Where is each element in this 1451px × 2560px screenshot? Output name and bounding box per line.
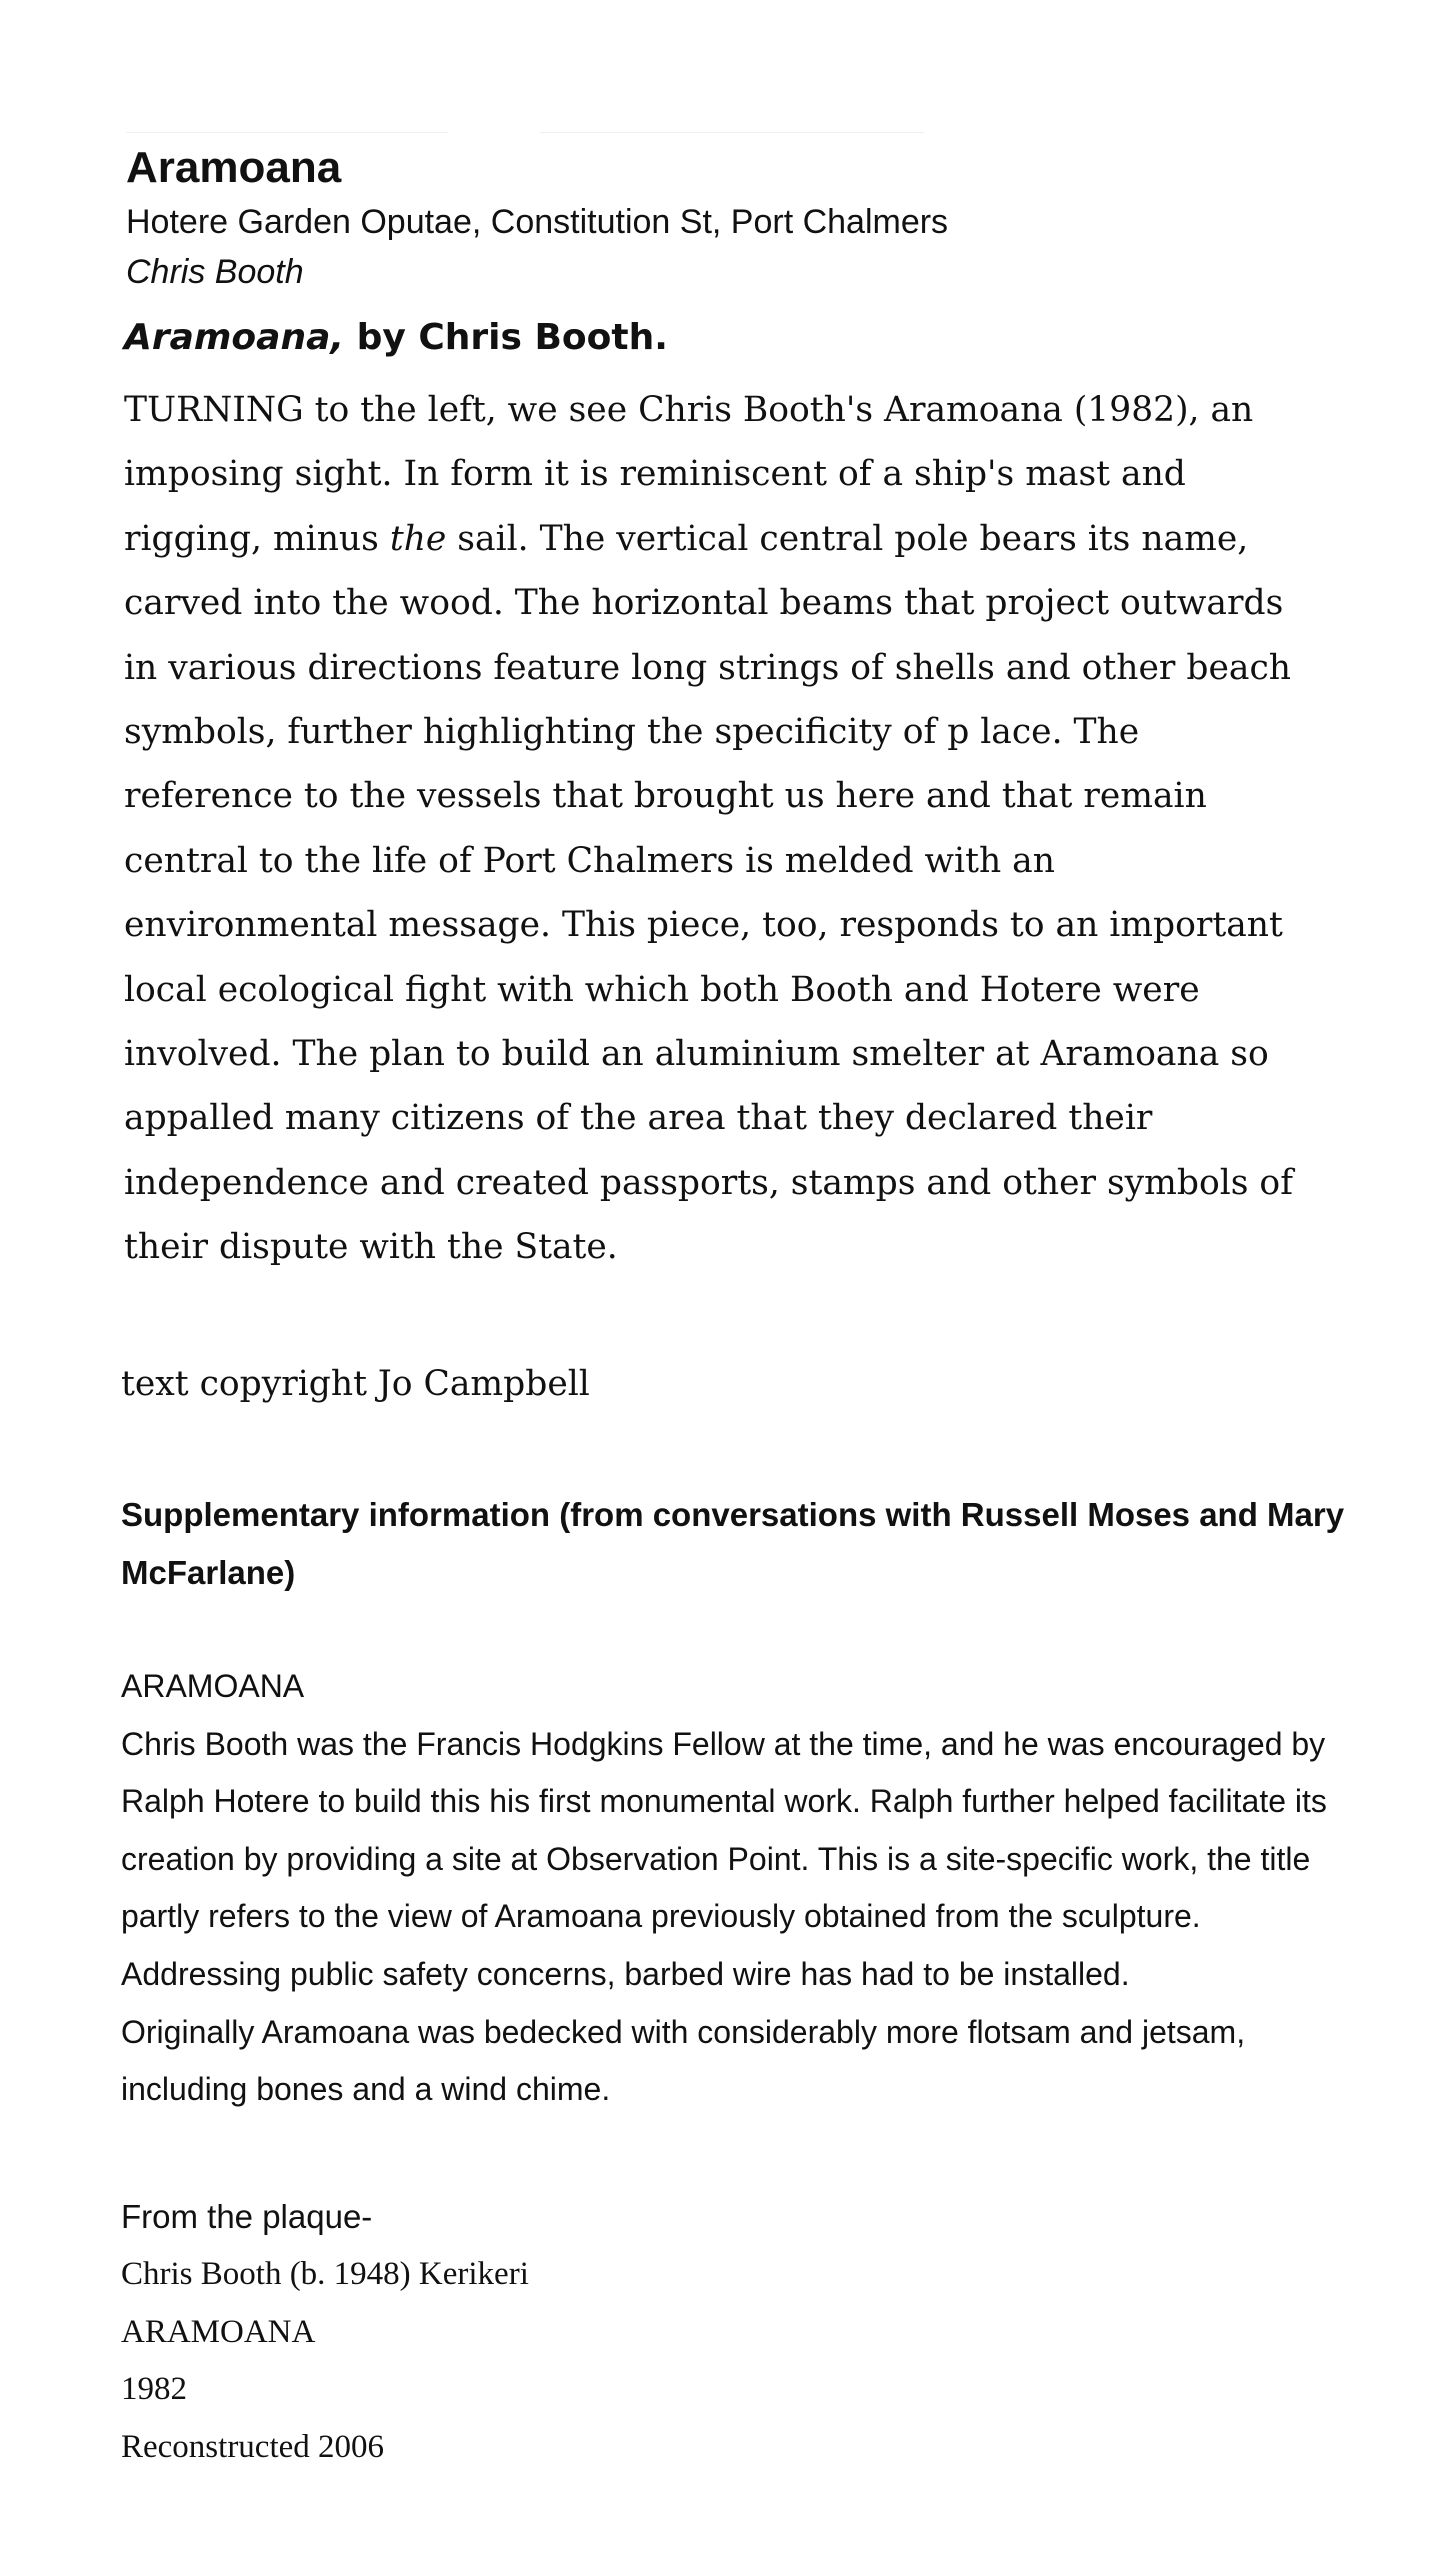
location-line: Hotere Garden Oputae, Constitution St, Port Chalmers	[126, 203, 949, 241]
header-divider-left	[126, 132, 448, 133]
essay-line: independence and created passports, stamps and other symbols of	[124, 1162, 1293, 1203]
plaque-artist-line: Chris Booth (b. 1948) Kerikeri	[121, 2256, 529, 2292]
essay-line: central to the life of Port Chalmers is melded with an	[124, 840, 1055, 881]
supplementary-line: creation by providing a site at Observation Point. This is a site-specific work, the title	[121, 1840, 1311, 1877]
plaque-text	[121, 2246, 529, 2476]
supplementary-heading-line: Supplementary information (from conversations with Russell Moses and Mary	[121, 1496, 1345, 1533]
essay-paragraph	[124, 378, 1384, 1280]
essay-text: rigging, minus	[124, 518, 390, 559]
essay-emphasis: the	[389, 518, 447, 559]
essay-line: local ecological fight with which both Booth and Hotere were	[124, 969, 1200, 1010]
essay-line: appalled many citizens of the area that they declared their	[124, 1098, 1153, 1139]
essay-text: sail. The vertical central pole bears its name,	[446, 518, 1249, 559]
header-divider-right	[540, 132, 924, 133]
plaque-year-line: 1982	[121, 2371, 187, 2408]
essay-line: carved into the wood. The horizontal beams that project outwards	[124, 583, 1284, 624]
essay-line: their dispute with the State.	[124, 1227, 618, 1268]
supplementary-line: Addressing public safety concerns, barbed wire has had to be installed.	[121, 1955, 1130, 1992]
supplementary-line: including bones and a wind chime.	[121, 2071, 611, 2108]
essay-line: environmental message. This piece, too, responds to an important	[124, 905, 1283, 946]
supplementary-line: Chris Booth was the Francis Hodgkins Fellow at the time, and he was encouraged by	[121, 1725, 1326, 1762]
essay-line: in various directions feature long strings of shells and other beach	[124, 647, 1292, 688]
caption-work-title: Aramoana,	[124, 317, 345, 358]
supplementary-heading	[121, 1486, 1381, 1602]
supplementary-line: Originally Aramoana was bedecked with considerably more flotsam and jetsam,	[121, 2013, 1246, 2050]
essay-line: symbols, further highlighting the specificity of p lace. The	[124, 712, 1140, 753]
plaque-heading: From the plaque-	[121, 2198, 373, 2235]
copyright-notice: text copyright Jo Campbell	[121, 1364, 590, 1404]
supplementary-heading-line: McFarlane)	[121, 1554, 296, 1591]
plaque-reconstructed-line: Reconstructed 2006	[121, 2428, 385, 2465]
caption-byline: by Chris Booth.	[344, 317, 668, 358]
essay-line	[124, 507, 1384, 571]
supplementary-section	[121, 1658, 1421, 2119]
supplementary-line: Ralph Hotere to build this his first monumental work. Ralph further helped facilitate its	[121, 1783, 1327, 1820]
essay-line: TURNING to the left, we see Chris Booth's Aramoana (1982), an	[124, 390, 1254, 430]
essay-line: involved. The plan to build an aluminium smelter at Aramoana so	[124, 1034, 1269, 1075]
essay-line: reference to the vessels that brought us here and that remain	[124, 776, 1207, 817]
supplementary-label: ARAMOANA	[121, 1668, 305, 1704]
image-caption	[124, 312, 668, 364]
supplementary-line: partly refers to the view of Aramoana previously obtained from the sculpture.	[121, 1898, 1201, 1935]
essay-line: imposing sight. In form it is reminiscent of a ship's mast and	[124, 454, 1186, 495]
artist-name: Chris Booth	[126, 253, 304, 291]
page-title: Aramoana	[126, 143, 342, 192]
plaque-title-line: ARAMOANA	[121, 2313, 316, 2350]
